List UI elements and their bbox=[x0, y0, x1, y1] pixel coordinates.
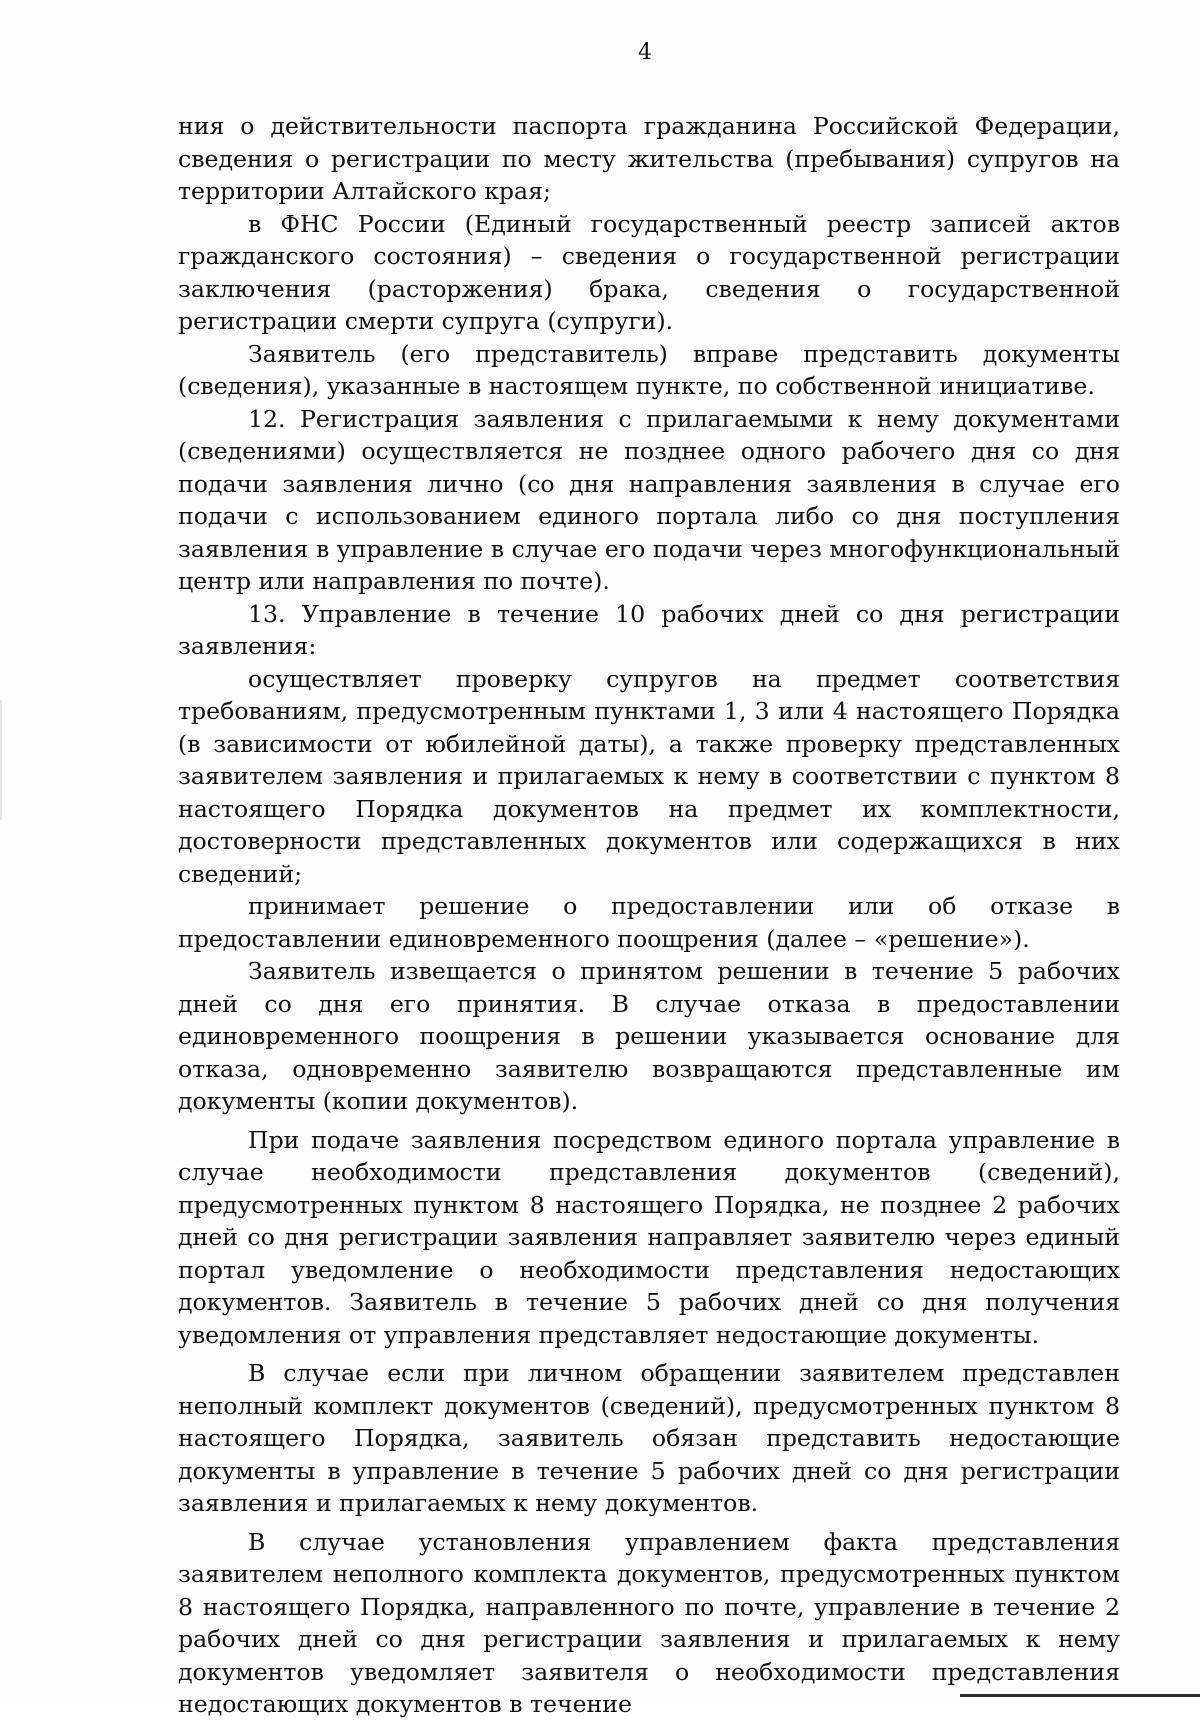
paragraph-verification: осуществляет проверку супругов на предмет соответствия требованиям, предусмотренным пунктами 1, 3 или 4 настоящего Порядка (в зависимости от юбилейной даты), а также проверку представленных заявителем заявления и прилагаемых к нему в соответствии с пунктом 8 настоящего Порядка документов на предмет их комплектности, достоверности представленных документов или содержащихся в них сведений; bbox=[178, 664, 1120, 888]
paragraph-item-12: 12. Регистрация заявления с прилагаемыми к нему документами (сведениями) осуществляется не позднее одного рабочего дня со дня подачи заявления лично (со дня направления заявления в случае его подачи с использованием единого портала либо со дня поступления заявления в управление в случае его подачи через многофункциональный центр или направления по почте). bbox=[178, 404, 1120, 595]
paragraph-item-13: 13. Управление в течение 10 рабочих дней со дня регистрации заявления: bbox=[178, 599, 1120, 660]
paragraph-portal-submission: При подаче заявления посредством единого портала управление в случае необходимости представления документов (сведений), предусмотренных пунктом 8 настоящего Порядка, не позднее 2 рабочих дней со дня регистрации заявления направляет заявителю через единый портал уведомление о необходимости представления недостающих документов. Заявитель в течение 5 рабочих дней со дня получения уведомления от управления представляет недостающие документы. bbox=[178, 1125, 1120, 1349]
paragraph-incomplete-personal: В случае если при личном обращении заявителем представлен неполный комплект документов (сведений), предусмотренных пунктом 8 настоящего Порядка, заявитель обязан представить недостающие документы в управление в течение 5 рабочих дней со дня регистрации заявления и прилагаемых к нему документов. bbox=[178, 1359, 1120, 1517]
document-body bbox=[178, 110, 1120, 1721]
paragraph-incomplete-mail: В случае установления управлением факта представления заявителем неполного комплекта документов, предусмотренных пунктом 8 настоящего Порядка, направленного по почте, управление в течение 2 рабочих дней со дня регистрации заявления и прилагаемых к нему документов уведомляет заявителя о необходимости представления недостающих документов в течение bbox=[178, 1527, 1120, 1718]
scan-bottom-edge bbox=[960, 1694, 1200, 1697]
scan-edge-mark bbox=[0, 700, 2, 820]
paragraph-decision: принимает решение о предоставлении или об отказе в предоставлении единовременного поощрения (далее – «решение»). bbox=[178, 892, 1120, 953]
paragraph-notification: Заявитель извещается о принятом решении в течение 5 рабочих дней со дня его принятия. В случае отказа в предоставлении единовременного поощрения в решении указывается основание для отказа, одновременно заявителю возвращаются представленные им документы (копии документов). bbox=[178, 957, 1120, 1115]
paragraph-own-initiative: Заявитель (его представитель) вправе представить документы (сведения), указанные в настоящем пункте, по собственной инициативе. bbox=[178, 339, 1120, 400]
paragraph-fns-info: в ФНС России (Единый государственный реестр записей актов гражданского состояния) – сведения о государственной регистрации заключения (расторжения) брака, сведения о государственной регистрации смерти супруга (супруги). bbox=[178, 209, 1120, 335]
page-number: 4 bbox=[638, 40, 652, 65]
paragraph-passport-info: ния о действительности паспорта гражданина Российской Федерации, сведения о регистрации по месту жительства (пребывания) супругов на территории Алтайского края; bbox=[178, 112, 1120, 205]
